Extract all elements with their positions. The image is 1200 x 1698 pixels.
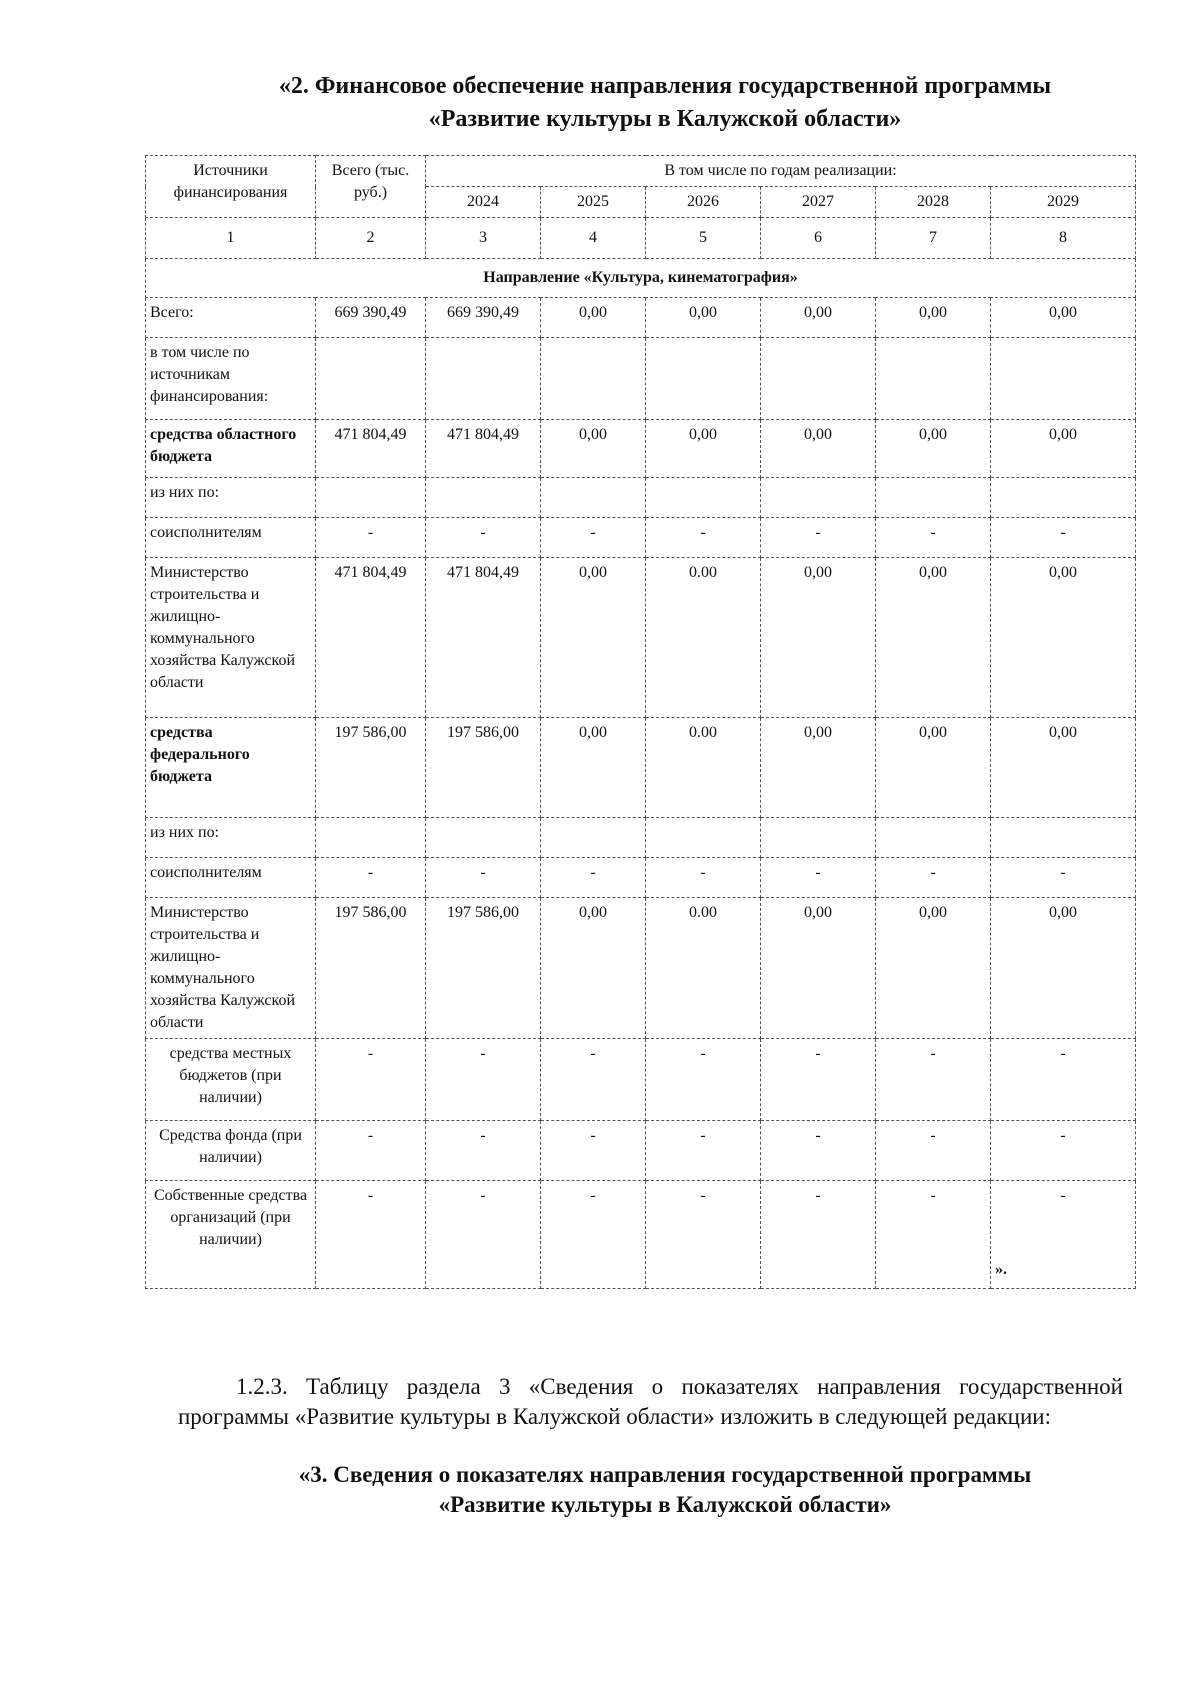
row-value	[541, 818, 646, 858]
row-value: -	[991, 1121, 1136, 1181]
row-label: Министерство строительства и жилищно-коммунального хозяйства Калужской области	[146, 558, 316, 718]
row-value: 0,00	[876, 298, 991, 338]
row-value: 0,00	[541, 420, 646, 478]
header-sources: Источники финансирования	[146, 156, 316, 218]
row-value: -	[316, 858, 426, 898]
row-value	[991, 478, 1136, 518]
section-heading	[200, 70, 1130, 136]
paragraph-1-2-3: 1.2.3. Таблицу раздела 3 «Сведения о показателях направления государственной программы «Развитие культуры в Калужской области» изложить в следующей редакции:	[178, 1374, 1123, 1429]
financing-table-container	[145, 155, 1135, 1289]
table-row	[146, 478, 1136, 518]
row-value: 0,00	[876, 898, 991, 1039]
row-value: 0,00	[991, 298, 1136, 338]
row-value	[646, 818, 761, 858]
row-value	[426, 478, 541, 518]
row-label: средства федерального бюджета	[146, 718, 316, 818]
column-number: 3	[426, 218, 541, 259]
row-value: -	[541, 1039, 646, 1121]
row-value: 197 586,00	[316, 898, 426, 1039]
row-value: 471 804,49	[316, 420, 426, 478]
row-value	[761, 818, 876, 858]
row-value	[991, 818, 1136, 858]
row-value	[541, 338, 646, 420]
row-label: средства местных бюджетов (при наличии)	[146, 1039, 316, 1121]
row-label: соисполнителям	[146, 858, 316, 898]
row-value: 0,00	[761, 558, 876, 718]
row-value: 0,00	[761, 718, 876, 818]
row-value	[541, 478, 646, 518]
section-3-heading-line-2: «Развитие культуры в Калужской области»	[438, 1492, 892, 1517]
section-row	[146, 259, 1136, 298]
row-value	[316, 338, 426, 420]
row-value: 0,00	[541, 298, 646, 338]
row-value: -	[646, 518, 761, 558]
row-value: -	[761, 1181, 876, 1289]
row-value: -	[991, 858, 1136, 898]
row-value: -	[876, 858, 991, 898]
row-value: 0,00	[991, 420, 1136, 478]
section-heading-line-2: «Развитие культуры в Калужской области»	[428, 106, 902, 132]
section-title: Направление «Культура, кинематография»	[146, 259, 1136, 298]
row-value: 0,00	[541, 898, 646, 1039]
row-label: в том числе по источникам финансирования:	[146, 338, 316, 420]
row-value	[646, 478, 761, 518]
table-header-row	[146, 156, 1136, 187]
column-number: 4	[541, 218, 646, 259]
row-value	[876, 478, 991, 518]
row-label: из них по:	[146, 478, 316, 518]
column-number: 5	[646, 218, 761, 259]
column-number: 8	[991, 218, 1136, 259]
row-value	[316, 478, 426, 518]
row-value: -	[761, 1039, 876, 1121]
row-label: соисполнителям	[146, 518, 316, 558]
table-row	[146, 420, 1136, 478]
table-row	[146, 898, 1136, 1039]
row-value: 669 390,49	[316, 298, 426, 338]
row-value: 0,00	[541, 718, 646, 818]
row-value: -	[316, 1039, 426, 1121]
row-value: -	[646, 1181, 761, 1289]
header-year: 2027	[761, 187, 876, 218]
row-value: 471 804,49	[426, 420, 541, 478]
row-value: 0,00	[646, 420, 761, 478]
row-value: -	[426, 858, 541, 898]
row-value: -	[646, 1121, 761, 1181]
row-value: -	[761, 1121, 876, 1181]
row-value: 0,00	[761, 898, 876, 1039]
row-value	[876, 818, 991, 858]
row-value: -	[316, 1181, 426, 1289]
row-value: -	[316, 1121, 426, 1181]
row-value	[761, 338, 876, 420]
column-number: 1	[146, 218, 316, 259]
row-value: -	[426, 1121, 541, 1181]
table-row	[146, 858, 1136, 898]
row-value: 669 390,49	[426, 298, 541, 338]
row-label: Собственные средства организаций (при наличии)	[146, 1181, 316, 1289]
section-heading-line-1: «2. Финансовое обеспечение направления государственной программы	[278, 73, 1052, 99]
row-value: 0.00	[646, 558, 761, 718]
row-value: -	[426, 518, 541, 558]
row-value: 0,00	[991, 718, 1136, 818]
header-total: Всего (тыс. руб.)	[316, 156, 426, 218]
row-value: -	[876, 1039, 991, 1121]
row-value: 471 804,49	[316, 558, 426, 718]
row-value: 0.00	[646, 718, 761, 818]
column-number: 7	[876, 218, 991, 259]
column-numbers-row	[146, 218, 1136, 259]
row-value: -	[991, 518, 1136, 558]
row-value: 0,00	[541, 558, 646, 718]
header-year: 2028	[876, 187, 991, 218]
row-value	[646, 338, 761, 420]
table-row	[146, 298, 1136, 338]
closing-quote-mark: ».	[995, 1261, 1007, 1278]
row-value: -	[646, 858, 761, 898]
row-label: из них по:	[146, 818, 316, 858]
header-year: 2025	[541, 187, 646, 218]
table-row	[146, 718, 1136, 818]
row-value: -	[316, 518, 426, 558]
row-label: Средства фонда (при наличии)	[146, 1121, 316, 1181]
row-value	[991, 338, 1136, 420]
table-row	[146, 1039, 1136, 1121]
row-value	[316, 818, 426, 858]
row-value: -	[991, 1039, 1136, 1121]
header-year: 2029	[991, 187, 1136, 218]
row-value: 0,00	[761, 420, 876, 478]
header-year: 2024	[426, 187, 541, 218]
column-number: 2	[316, 218, 426, 259]
table-row	[146, 338, 1136, 420]
header-by-years: В том числе по годам реализации:	[426, 156, 1136, 187]
section-3-heading-line-1: «3. Сведения о показателях направления государственной программы	[298, 1462, 1032, 1487]
table-row	[146, 1181, 1136, 1289]
row-value	[426, 818, 541, 858]
row-value	[426, 338, 541, 420]
row-value: -	[761, 518, 876, 558]
row-value: -	[541, 518, 646, 558]
row-value	[876, 338, 991, 420]
row-label: Всего:	[146, 298, 316, 338]
row-value: -	[426, 1181, 541, 1289]
table-row	[146, 1121, 1136, 1181]
row-value: -	[541, 1181, 646, 1289]
row-value: 0,00	[646, 298, 761, 338]
row-value-cell	[991, 1181, 1136, 1289]
row-value: 0,00	[991, 898, 1136, 1039]
row-label: Министерство строительства и жилищно-коммунального хозяйства Калужской области	[146, 898, 316, 1039]
row-value: 0,00	[876, 420, 991, 478]
row-value: 197 586,00	[316, 718, 426, 818]
row-value	[761, 478, 876, 518]
table-row	[146, 518, 1136, 558]
row-value: -	[541, 858, 646, 898]
row-value: -	[426, 1039, 541, 1121]
row-value: -	[1060, 1187, 1066, 1204]
row-label: средства областного бюджета	[146, 420, 316, 478]
financing-table	[145, 155, 1136, 1289]
row-value: 197 586,00	[426, 718, 541, 818]
row-value: -	[646, 1039, 761, 1121]
row-value: 0.00	[646, 898, 761, 1039]
row-value: 471 804,49	[426, 558, 541, 718]
row-value: -	[876, 518, 991, 558]
table-row	[146, 558, 1136, 718]
row-value: -	[541, 1121, 646, 1181]
section-3-heading	[200, 1460, 1130, 1520]
header-year: 2026	[646, 187, 761, 218]
row-value: 0,00	[876, 558, 991, 718]
column-number: 6	[761, 218, 876, 259]
row-value: 0,00	[876, 718, 991, 818]
row-value: -	[761, 858, 876, 898]
row-value: 0,00	[761, 298, 876, 338]
table-row	[146, 818, 1136, 858]
row-value: 0,00	[991, 558, 1136, 718]
row-value: -	[876, 1121, 991, 1181]
row-value: 197 586,00	[426, 898, 541, 1039]
row-value: -	[876, 1181, 991, 1289]
